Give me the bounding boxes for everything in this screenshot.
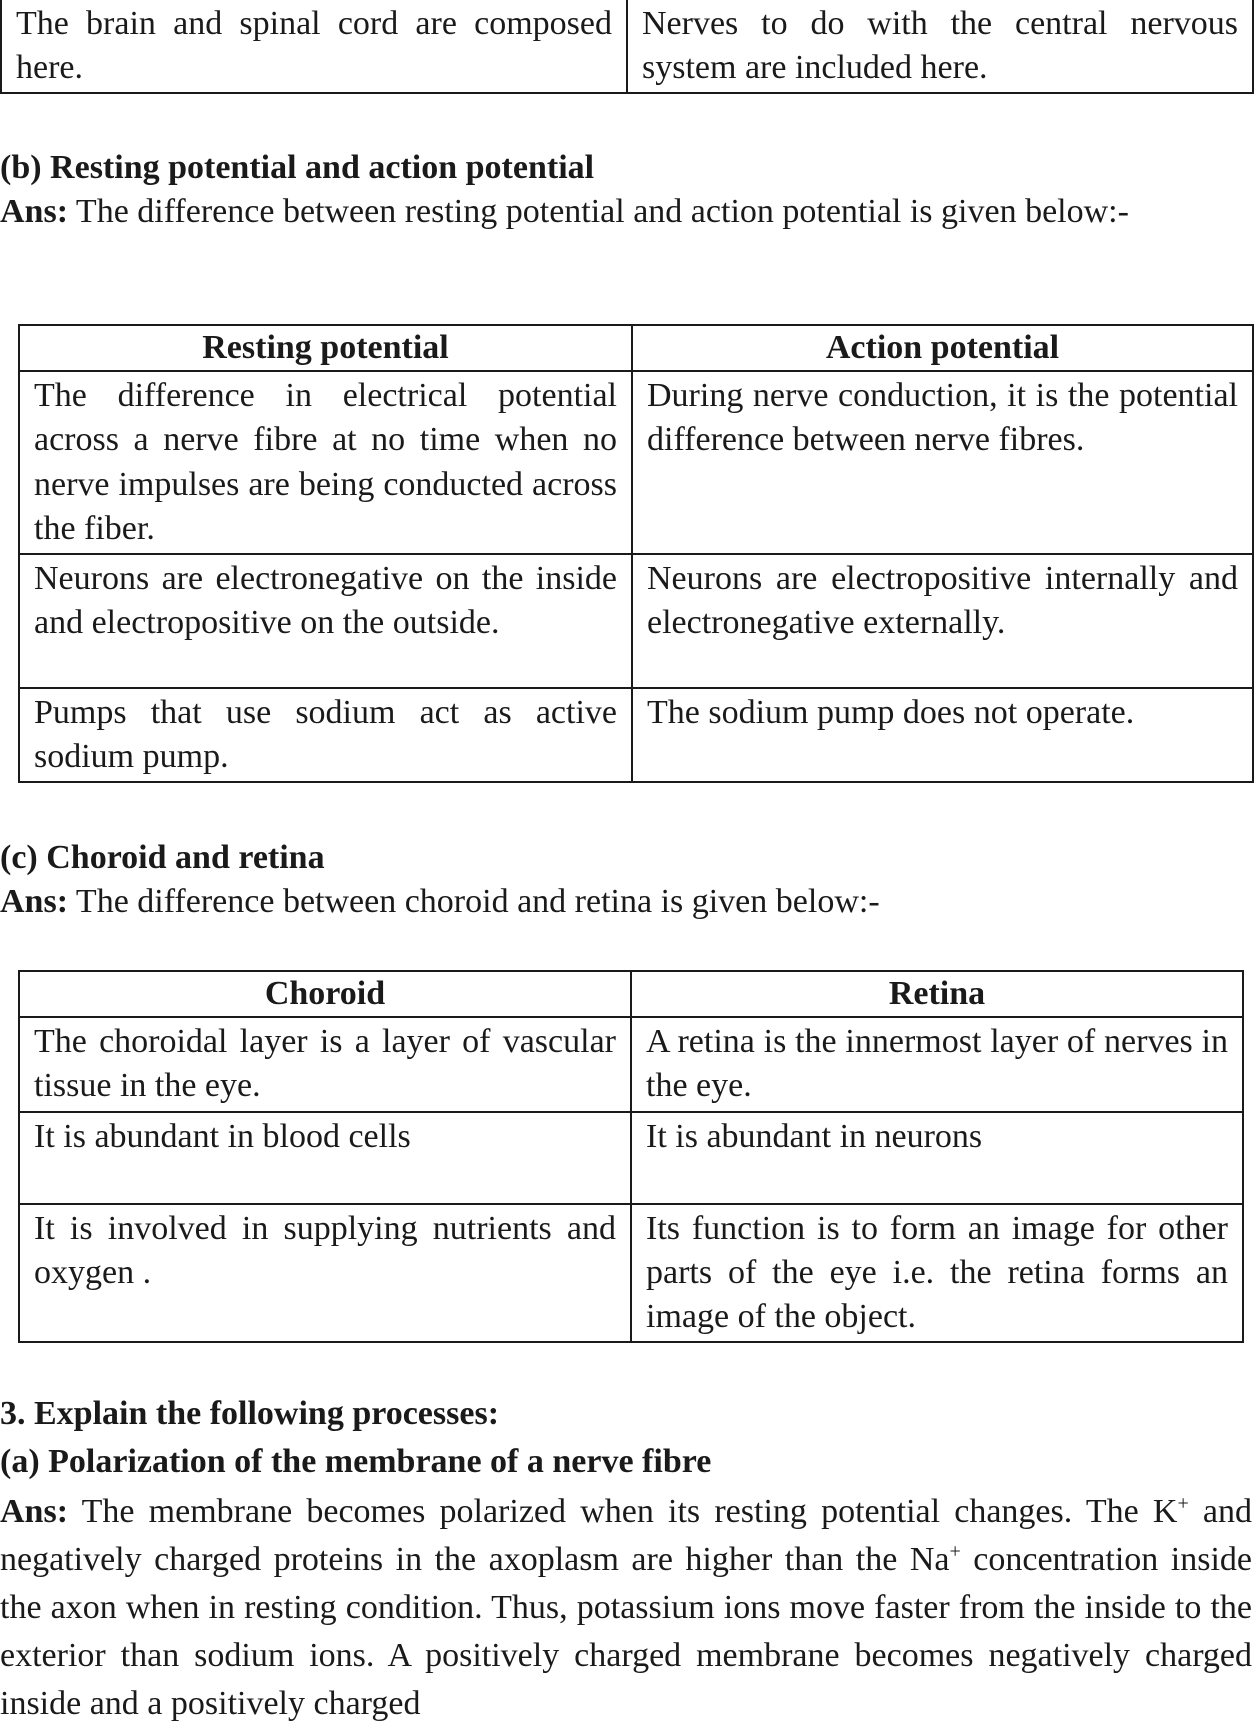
table-row <box>19 1112 1243 1204</box>
superscript-plus: + <box>949 1540 961 1563</box>
table-cell: It is abundant in neurons <box>631 1112 1243 1204</box>
table-row <box>1 0 1253 93</box>
table-cell: The brain and spinal cord are composed here. <box>1 0 627 93</box>
section-c-heading: (c) Choroid and retina <box>0 839 325 876</box>
ans-text: The difference between resting potential and action potential is given below:- <box>75 193 1129 230</box>
ans-text-part: concentration inside the axon when in resting condition. Thus, potassium ions move faster from the inside to the exterior than sodium ions. A positively charged membrane becomes negatively charged inside and a positively charged <box>0 1541 1252 1722</box>
table-row <box>19 1017 1243 1111</box>
table-cell: Pumps that use sodium act as active sodium pump. <box>19 688 632 782</box>
table-cell: The sodium pump does not operate. <box>632 688 1253 782</box>
table-cell: Neurons are electropositive internally and electronegative externally. <box>632 554 1253 688</box>
section-c-answer <box>0 880 1252 924</box>
table-cell: It is abundant in blood cells <box>19 1112 631 1204</box>
ans-text: The difference between choroid and retina is given below:- <box>75 883 880 920</box>
table-cell: The difference in electrical potential across a nerve fibre at no time when no nerve impulses are being conducted across the fiber. <box>19 371 632 554</box>
table-header: Retina <box>631 971 1243 1017</box>
table-cell: Neurons are electronegative on the inside and electropositive on the outside. <box>19 554 632 688</box>
question-3-heading: 3. Explain the following processes: <box>0 1395 500 1432</box>
ans-label: Ans: <box>0 193 69 230</box>
ans-text-part: and negatively charged proteins in the axoplasm are higher than the Na <box>0 1493 1253 1578</box>
table-header: Resting potential <box>19 325 632 371</box>
table-cell: It is involved in supplying nutrients and oxygen . <box>19 1204 631 1343</box>
table-cell: The choroidal layer is a layer of vascular tissue in the eye. <box>19 1017 631 1111</box>
choroid-retina-table <box>18 970 1244 1343</box>
table-header-row <box>19 971 1243 1017</box>
table-header: Choroid <box>19 971 631 1017</box>
ans-label: Ans: <box>0 1493 69 1530</box>
top-comparison-table <box>0 0 1254 94</box>
table-cell: During nerve conduction, it is the potential difference between nerve fibres. <box>632 371 1253 554</box>
section-b-heading: (b) Resting potential and action potential <box>0 149 595 186</box>
table-cell: A retina is the innermost layer of nerves in the eye. <box>631 1017 1243 1111</box>
table-header: Action potential <box>632 325 1253 371</box>
resting-action-table <box>18 324 1254 783</box>
table-cell: Its function is to form an image for other parts of the eye i.e. the retina forms an image of the object. <box>631 1204 1243 1343</box>
question-3a-answer <box>0 1488 1252 1728</box>
table-row <box>19 688 1253 782</box>
table-row <box>19 371 1253 554</box>
ans-label: Ans: <box>0 883 69 920</box>
table-row <box>19 554 1253 688</box>
table-header-row <box>19 325 1253 371</box>
section-b-answer <box>0 190 1252 234</box>
table-cell: Nerves to do with the central nervous system are included here. <box>627 0 1253 93</box>
question-3a-heading: (a) Polarization of the membrane of a nerve fibre <box>0 1443 712 1480</box>
superscript-plus: + <box>1177 1492 1189 1515</box>
table-row <box>19 1204 1243 1343</box>
ans-text-part: The membrane becomes polarized when its resting potential changes. The K <box>81 1493 1178 1530</box>
